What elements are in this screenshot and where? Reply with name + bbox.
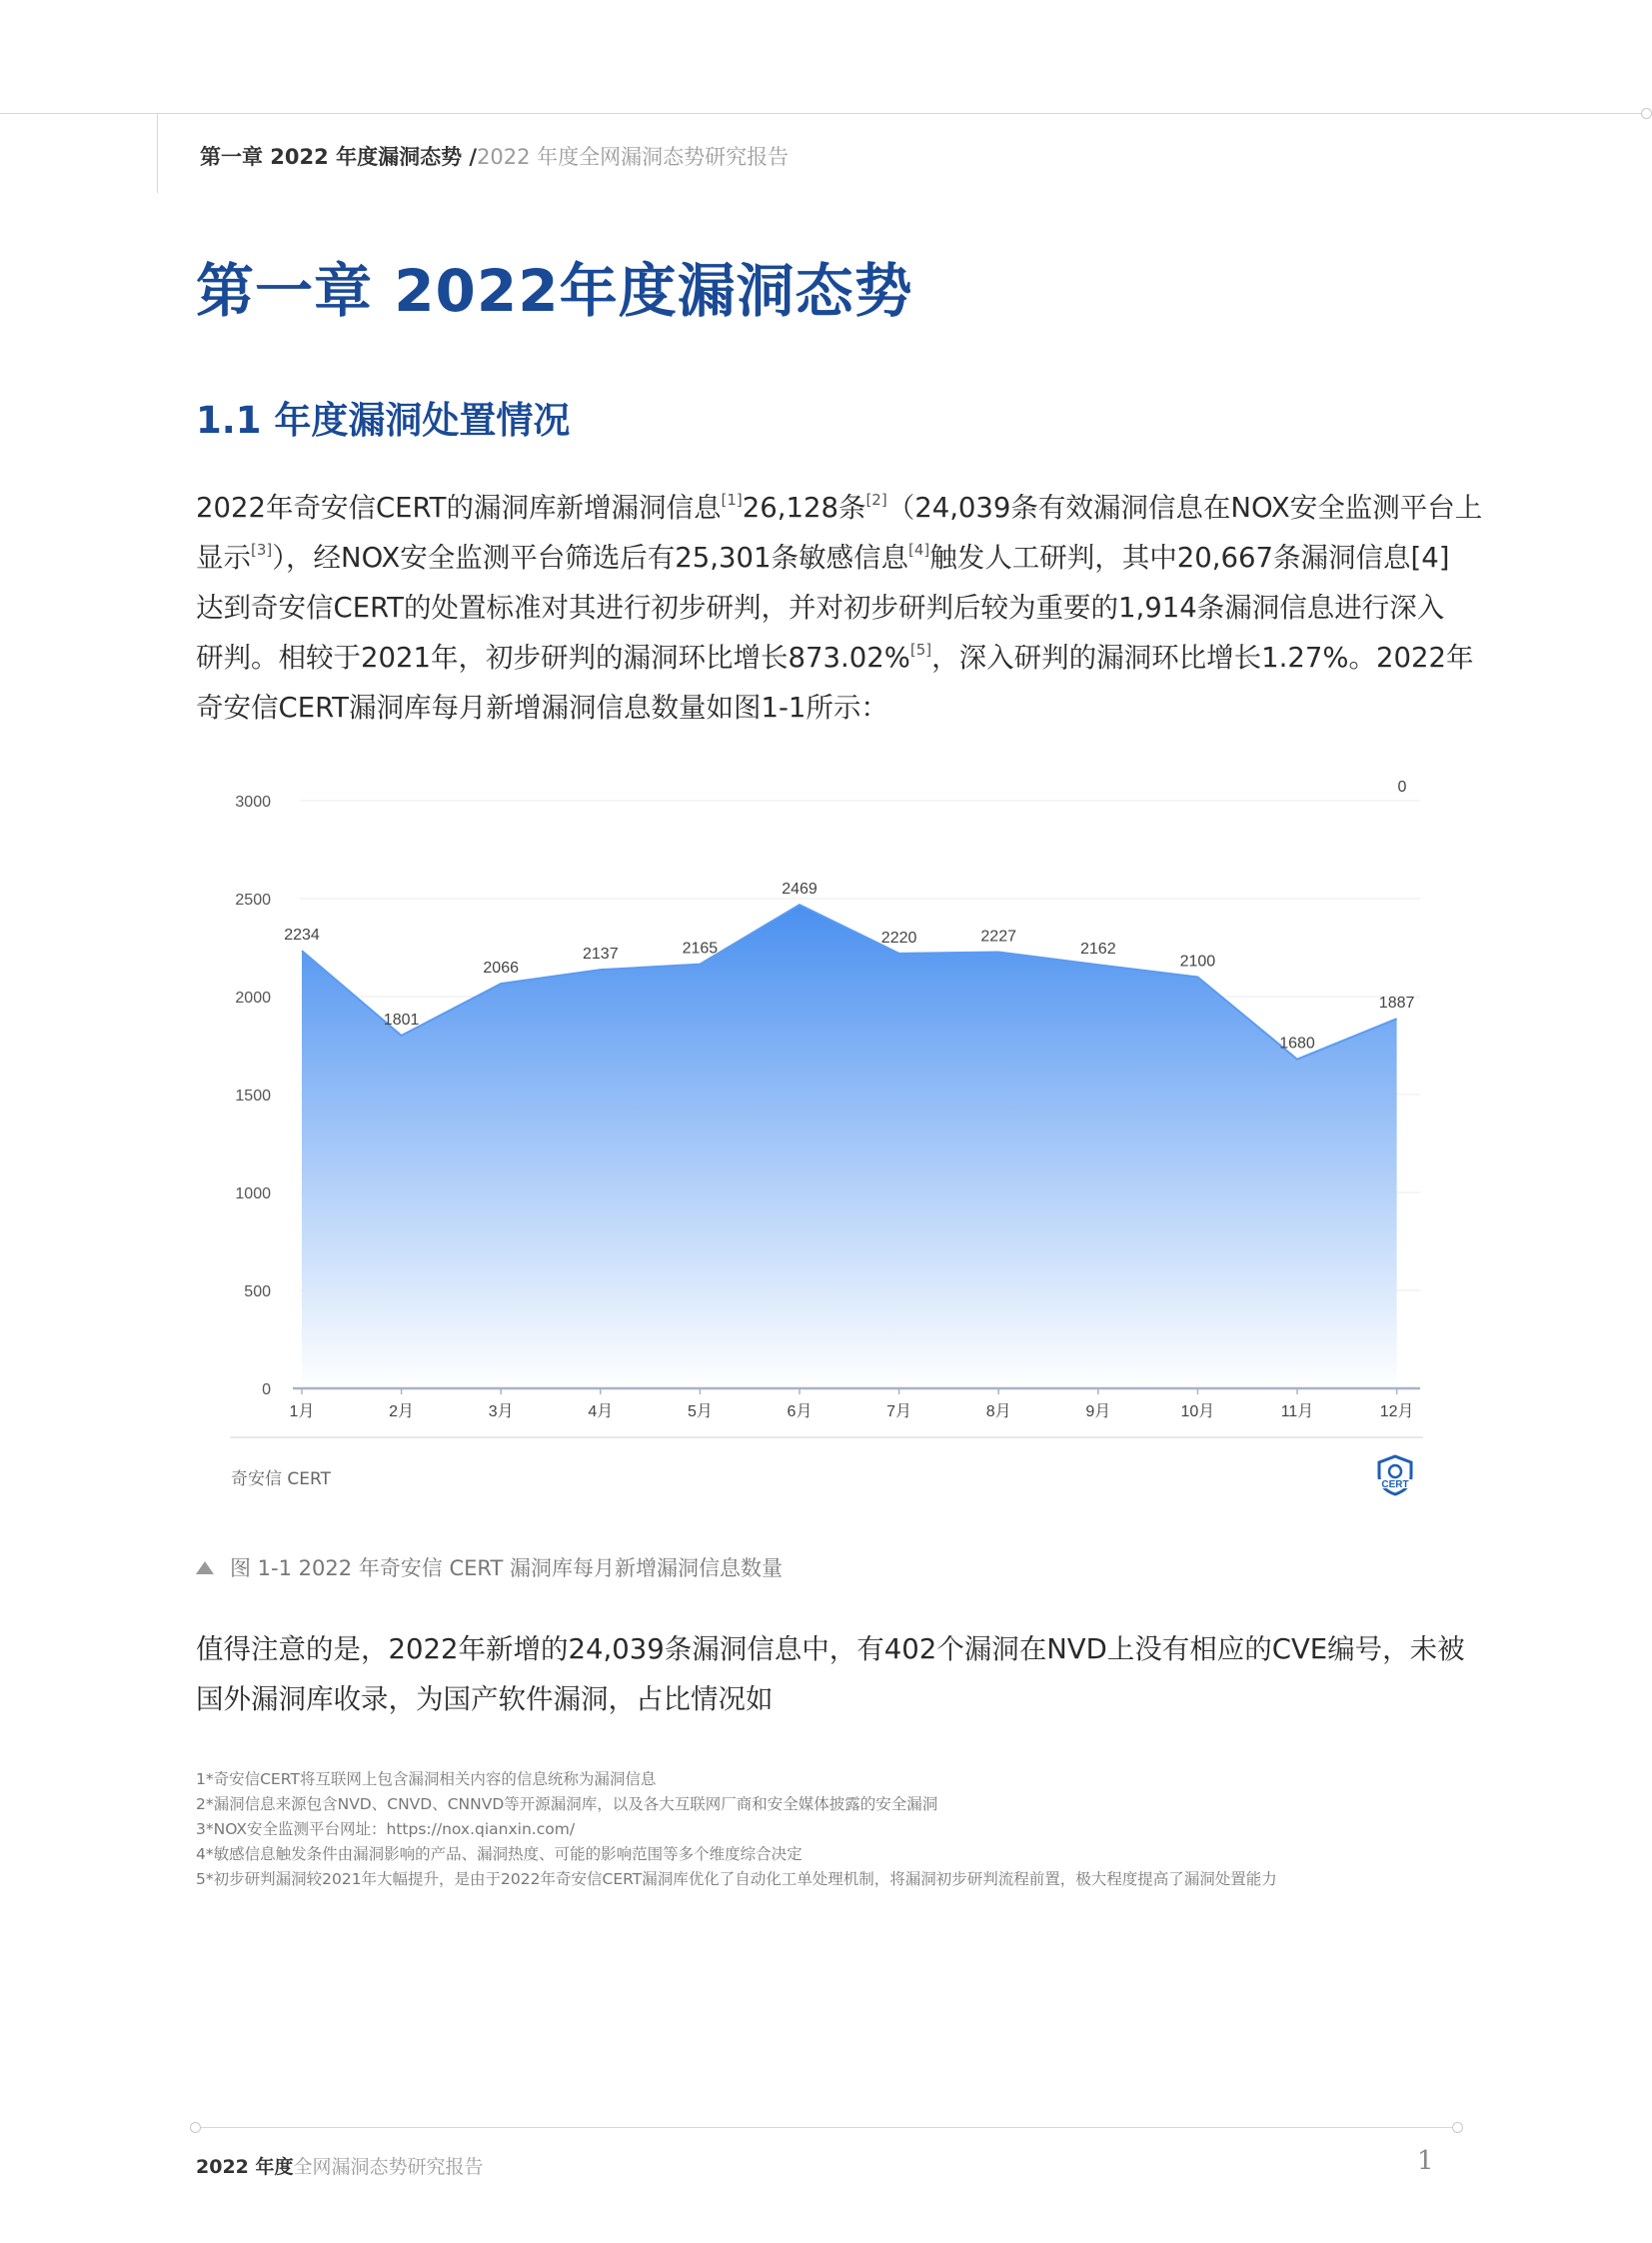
data-label: 1801 (383, 1012, 420, 1030)
running-header-report: 2022 年度全网漏洞态势研究报告 (477, 145, 790, 169)
data-label: 2066 (483, 960, 519, 978)
footnotes (196, 1767, 1277, 1892)
note-paragraph (196, 1624, 1465, 1724)
text-run: 研判。相较于2021年，初步研判的漏洞环比增长873.02% (196, 642, 910, 674)
footnote: 4*敏感信息触发条件由漏洞影响的产品、漏洞热度、可能的影响范围等多个维度综合决定 (196, 1845, 803, 1863)
figure-caption (196, 1552, 783, 1582)
paragraph-line (196, 633, 1474, 683)
data-label: 2234 (284, 927, 320, 945)
text-run: ，深入研判的漏洞环比增长1.27%。2022年 (931, 642, 1474, 674)
cert-logo-icon (1374, 1454, 1416, 1496)
data-label: 2469 (782, 881, 818, 899)
text-run: 2022年奇安信CERT的漏洞库新增漏洞信息 (196, 492, 722, 524)
monthly-vuln-chart (196, 760, 1457, 1499)
paragraph-line: 值得注意的是，2022年新增的24,039条漏洞信息中，有402个漏洞在NVD上没有相应的CVE编号，未被 (196, 1633, 1465, 1665)
data-label: 2100 (1179, 953, 1216, 971)
x-tick-label: 10月 (1180, 1403, 1215, 1420)
cert-logo-text: CERT (1381, 1479, 1409, 1490)
footnote-ref: [2] (865, 491, 887, 509)
footnote: 3*NOX安全监测平台网址：https://nox.qianxin.com/ (196, 1820, 576, 1838)
x-tick-label: 12月 (1379, 1403, 1414, 1420)
footnote-ref: [5] (909, 641, 932, 659)
page-number: 1 (1417, 2146, 1434, 2176)
footnote-ref: [4] (908, 541, 930, 559)
cert-shield-icon (1374, 1454, 1416, 1496)
paragraph-line: 奇安信CERT漏洞库每月新增漏洞信息数量如图1-1所示： (196, 692, 888, 724)
x-tick-label: 11月 (1280, 1403, 1314, 1420)
y-tick-label: 500 (244, 1283, 271, 1300)
y-tick-label: 1000 (235, 1185, 271, 1202)
footnote: 2*漏洞信息来源包含NVD、CNVD、CNNVD等开源漏洞库，以及各大互联网厂商和安全媒体披露的安全漏洞 (196, 1795, 938, 1813)
x-tick-label: 2月 (389, 1403, 415, 1420)
x-tick-label: 3月 (488, 1403, 514, 1420)
text-run: 26,128条 (742, 492, 866, 524)
footer-divider (196, 2127, 1457, 2128)
y-tick-label: 2000 (235, 990, 271, 1007)
text-run: 触发人工研判，其中20,667条漏洞信息[4] (929, 542, 1450, 574)
data-area (302, 905, 1397, 1388)
y-tick-label: 1500 (235, 1088, 271, 1105)
chart-svg (196, 760, 1457, 1499)
chart-source-label: 奇安信 CERT (231, 1469, 331, 1489)
running-header-chapter: 第一章 2022 年度漏洞态势 / (200, 145, 478, 169)
footer-title (196, 2152, 484, 2179)
footer-divider-dot (190, 2122, 201, 2133)
data-label: 1887 (1378, 995, 1415, 1013)
x-tick-label: 8月 (985, 1403, 1011, 1420)
text-run: ），经NOX安全监测平台筛选后有25,301条敏感信息 (272, 542, 909, 574)
x-tick-label: 6月 (787, 1403, 813, 1420)
text-run: （24,039条有效漏洞信息在NOX安全监测平台上 (886, 492, 1483, 524)
paragraph-line: 达到奇安信CERT的处置标准对其进行初步研判，并对初步研判后较为重要的1,914条漏洞信息进行深入 (196, 592, 1445, 624)
x-tick-label: 9月 (1085, 1403, 1111, 1420)
footnote-ref: [1] (721, 491, 743, 509)
chapter-title: 第一章 2022年度漏洞态势 (196, 257, 913, 325)
extra-data-label: 0 (1397, 779, 1407, 796)
y-tick-label: 0 (262, 1381, 271, 1398)
data-label: 2227 (980, 928, 1016, 946)
footnote-ref: [3] (251, 541, 273, 559)
x-tick-label: 5月 (687, 1403, 713, 1420)
data-label: 1680 (1279, 1035, 1315, 1053)
triangle-icon (196, 1561, 214, 1574)
x-tick-label: 7月 (886, 1403, 912, 1420)
x-tick-label: 4月 (588, 1403, 614, 1420)
y-tick-label: 2500 (235, 892, 271, 909)
caption-text: 图 1-1 2022 年奇安信 CERT 漏洞库每月新增漏洞信息数量 (230, 1556, 783, 1580)
paragraph-line (196, 483, 1483, 533)
footer-divider-dot (1452, 2122, 1463, 2133)
footer-year: 2022 年度 (196, 2156, 294, 2178)
footnote: 1*奇安信CERT将互联网上包含漏洞相关内容的信息统称为漏洞信息 (196, 1770, 657, 1788)
footer-report-name: 全网漏洞态势研究报告 (293, 2156, 484, 2178)
x-tick-label: 1月 (289, 1403, 315, 1420)
section-title: 1.1 年度漏洞处置情况 (196, 399, 571, 442)
header-divider-dot (1641, 108, 1652, 119)
text-run: 显示 (196, 542, 251, 574)
footnote: 5*初步研判漏洞较2021年大幅提升，是由于2022年奇安信CERT漏洞库优化了自动化工单处理机制，将漏洞初步研判流程前置，极大程度提高了漏洞处置能力 (196, 1870, 1277, 1888)
data-label: 2162 (1080, 941, 1116, 959)
running-header (200, 141, 789, 171)
data-label: 2165 (682, 940, 719, 958)
y-tick-label: 3000 (235, 794, 271, 811)
paragraph-line: 国外漏洞库收录，为国产软件漏洞，占比情况如 (196, 1683, 774, 1715)
header-vertical-divider (157, 113, 158, 193)
header-divider (0, 113, 1652, 114)
intro-paragraph (196, 483, 1483, 733)
data-label: 2220 (880, 929, 917, 947)
data-label: 2137 (583, 946, 619, 964)
paragraph-line (196, 533, 1457, 583)
